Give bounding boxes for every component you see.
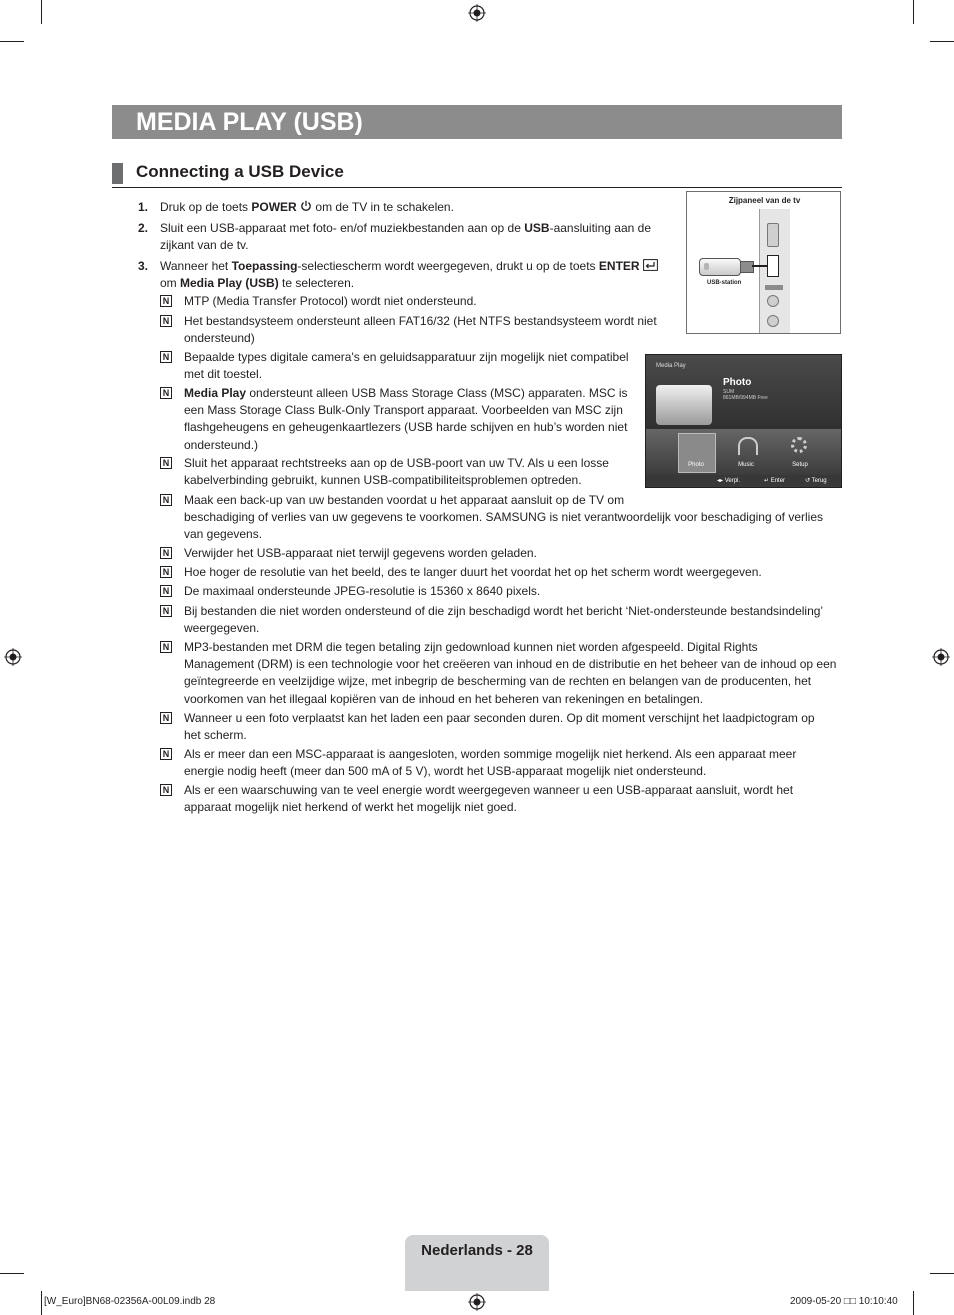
note-line: met dit toestel. xyxy=(184,367,263,382)
usb-stick-light xyxy=(704,263,709,270)
registration-mark-icon xyxy=(468,4,486,22)
page-title: MEDIA PLAY (USB) xyxy=(112,105,842,139)
step-text: Wanneer het xyxy=(160,259,232,273)
usb-plug xyxy=(740,261,754,273)
enter-icon xyxy=(643,259,658,271)
note-icon: N xyxy=(160,585,172,597)
note-line: Wanneer u een foto verplaatst kan het laden een paar seconden duren. Op dit moment verschijnt het laadpictogram op xyxy=(184,711,815,725)
note-line: geïntegreerde en veelzijdige wijze, met inbegrip de bescherming van de rechten en belangen van de producenten, het xyxy=(184,674,812,689)
note-line: ondersteund) xyxy=(184,331,255,346)
registration-mark-icon xyxy=(468,1293,486,1311)
note-line: Management (DRM) is een technologie voor het creëeren van inhoud en de distributie en het beheer van de inhoud op een xyxy=(184,657,837,672)
note-line: MTP (Media Transfer Protocol) wordt niet ondersteund. xyxy=(184,294,477,308)
note-line: van gegevens. xyxy=(184,527,263,542)
crop-mark xyxy=(0,41,24,42)
note-line: De maximaal ondersteunde JPEG-resolutie is 15360 x 8640 pixels. xyxy=(184,584,541,598)
headphones-icon xyxy=(738,437,758,455)
hint-label: Enter xyxy=(770,478,786,484)
note-icon: N xyxy=(160,494,172,506)
screen-item-sub: 861MB/994MB Free xyxy=(723,395,768,401)
note-line: Als er een waarschuwing van te veel energie wordt weergegeven wanneer u een USB-apparaat aansluit, wordt het xyxy=(184,783,794,797)
note-icon: N xyxy=(160,712,172,724)
note-text xyxy=(184,710,815,744)
note-icon: N xyxy=(160,387,172,399)
crop-mark xyxy=(0,1273,24,1274)
step-number: 3. xyxy=(138,259,149,273)
print-meta-right: 2009-05-20 □□ 10:10:40 xyxy=(790,1296,898,1307)
note-text xyxy=(184,639,836,708)
crop-mark xyxy=(930,41,954,42)
note-text xyxy=(184,545,537,562)
step-item xyxy=(134,258,658,292)
step-list xyxy=(134,199,658,295)
note-icon: N xyxy=(160,457,172,469)
note-line: Bij bestanden die niet worden ondersteund of die zijn beschadigd wordt het bericht ‘Niet-ondersteunde bestandsindeling’ xyxy=(184,604,824,618)
note-line: flashgeheugens en geheugenkaartlezers (USB harde schijven en hub’s worden niet xyxy=(184,420,628,435)
screen-hint-enter: ↵ Enter xyxy=(764,478,786,484)
step-bold: ENTER xyxy=(598,259,640,273)
crop-mark xyxy=(913,1291,914,1315)
screen-item-sub: SUM xyxy=(723,389,735,395)
note-text xyxy=(184,349,629,383)
step-text: te selecteren. xyxy=(278,276,355,290)
crop-mark xyxy=(41,1291,42,1315)
note-line: Het bestandsysteem ondersteunt alleen FAT16/32 (Het NTFS bestandsysteem wordt niet xyxy=(184,314,657,328)
note-text xyxy=(184,455,609,489)
note-line: beschadiging of verlies van uw gegevens te voorkomen. SAMSUNG is niet verantwoordelijk voor beschadiging of verlies xyxy=(184,510,823,525)
port-label xyxy=(765,285,783,290)
step-text: Sluit een USB-apparaat met foto- en/of muziekbestanden aan op de xyxy=(160,221,525,235)
gear-icon xyxy=(791,437,807,453)
step-text: -selectiescherm wordt weergegeven, drukt u op de toets xyxy=(297,259,599,273)
figure-caption: Zijpaneel van de tv xyxy=(728,196,801,205)
media-play-screen xyxy=(645,354,842,488)
note-line: ondersteunt alleen USB Mass Storage Class (MSC) apparaten. MSC is xyxy=(246,386,628,400)
note-text xyxy=(184,564,762,581)
note-line: Sluit het apparaat rechtstreeks aan op de USB-poort van uw TV. Als u een losse xyxy=(184,456,609,470)
page-number-tab: Nederlands - 28 xyxy=(405,1235,549,1291)
step-text: -aansluiting aan de xyxy=(549,221,651,235)
note-line: voorkomen van het illegaal kopiëren van de inhoud en het beheren van rekeningen en betalingen. xyxy=(184,691,704,706)
hint-label: Terug xyxy=(811,478,827,484)
note-line: Maak een back-up van uw bestanden voordat u het apparaat aansluit op de TV om xyxy=(184,493,625,507)
note-line: MP3-bestanden met DRM die tegen betaling zijn gedownload kunnen niet worden afgespeeld. Digital Rights xyxy=(184,640,758,654)
screen-tab-label: Photo xyxy=(688,462,704,468)
step-bold: POWER xyxy=(251,200,297,214)
screen-header: Media Play xyxy=(656,363,686,369)
hint-label: Verpl. xyxy=(724,478,741,484)
usb-connector xyxy=(752,265,768,267)
section-heading xyxy=(112,160,842,188)
note-text xyxy=(184,782,793,816)
crop-mark xyxy=(41,0,42,24)
usb-stick xyxy=(699,258,741,276)
note-line: Hoe hoger de resolutie van het beeld, des te langer duurt het voordat het op het scherm wordt weergegeven. xyxy=(184,565,762,579)
note-text xyxy=(184,293,477,310)
registration-mark-icon xyxy=(4,648,22,666)
screen-hint-return: ↺ Terug xyxy=(805,478,827,484)
note-text xyxy=(184,492,823,544)
note-line: een Mass Storage Class Bulk-Only Transport apparaat. Voorbeelden van MSC zijn xyxy=(184,403,623,418)
note-text xyxy=(184,583,540,600)
registration-mark-icon xyxy=(932,648,950,666)
step-bold: Media Play (USB) xyxy=(180,276,279,290)
jack-port xyxy=(767,315,779,327)
step-number: 1. xyxy=(138,200,149,214)
step-number: 2. xyxy=(138,221,149,235)
note-line: ondersteund.) xyxy=(184,437,259,452)
note-bold: Media Play xyxy=(184,386,247,400)
step-text: Druk op de toets xyxy=(160,200,252,214)
note-icon: N xyxy=(160,547,172,559)
figure-label: USB-station xyxy=(707,280,742,286)
screen-hint-move: ◂▸ Verpl. xyxy=(717,478,741,484)
screen-tab-label[interactable]: Setup xyxy=(792,462,808,468)
note-text xyxy=(184,385,628,454)
jack-port xyxy=(767,295,779,307)
note-icon: N xyxy=(160,605,172,617)
note-icon: N xyxy=(160,351,172,363)
crop-mark xyxy=(913,0,914,24)
screen-device-image xyxy=(656,385,712,425)
note-line: het scherm. xyxy=(184,728,247,743)
tv-side-panel xyxy=(759,209,790,333)
step-item xyxy=(134,220,658,254)
step-text: om de TV in te schakelen. xyxy=(312,200,454,214)
note-line: energie nodig heeft (meer dan 500 mA of 5 V), wordt het USB-apparaat mogelijk niet ondersteund. xyxy=(184,764,707,779)
note-line: Bepaalde types digitale camera's en geluidsapparatuur zijn mogelijk niet compatibel xyxy=(184,350,629,364)
screen-tab-label[interactable]: Music xyxy=(738,462,754,468)
note-text xyxy=(184,603,823,637)
step-bold: Toepassing xyxy=(231,259,298,273)
step-text: om xyxy=(160,276,181,290)
power-icon xyxy=(300,200,312,212)
print-meta-left: [W_Euro]BN68-02356A-00L09.indb 28 xyxy=(44,1296,216,1307)
note-icon: N xyxy=(160,566,172,578)
note-icon: N xyxy=(160,641,172,653)
note-line: kabelverbinding gebruikt, kunnen USB-compatibiliteitsproblemen optreden. xyxy=(184,473,582,488)
section-marker xyxy=(112,163,123,184)
note-icon: N xyxy=(160,315,172,327)
note-line: Als er meer dan een MSC-apparaat is aangesloten, worden sommige mogelijk niet herkend. Als een apparaat meer xyxy=(184,747,797,761)
note-icon: N xyxy=(160,748,172,760)
step-text: zijkant van de tv. xyxy=(160,238,249,252)
note-line: Verwijder het USB-apparaat niet terwijl gegevens worden geladen. xyxy=(184,546,537,560)
note-icon: N xyxy=(160,784,172,796)
step-bold: USB xyxy=(524,221,550,235)
note-line: weergegeven. xyxy=(184,621,260,636)
hdmi-port xyxy=(767,223,779,247)
screen-item-title: Photo xyxy=(723,377,752,388)
note-text xyxy=(184,746,796,780)
section-title: Connecting a USB Device xyxy=(136,162,344,181)
note-line: apparaat mogelijk niet herkend of werkt het mogelijk niet goed. xyxy=(184,800,517,815)
note-icon: N xyxy=(160,295,172,307)
crop-mark xyxy=(930,1273,954,1274)
step-item xyxy=(134,199,658,216)
usb-port xyxy=(767,255,779,277)
note-text xyxy=(184,313,657,347)
